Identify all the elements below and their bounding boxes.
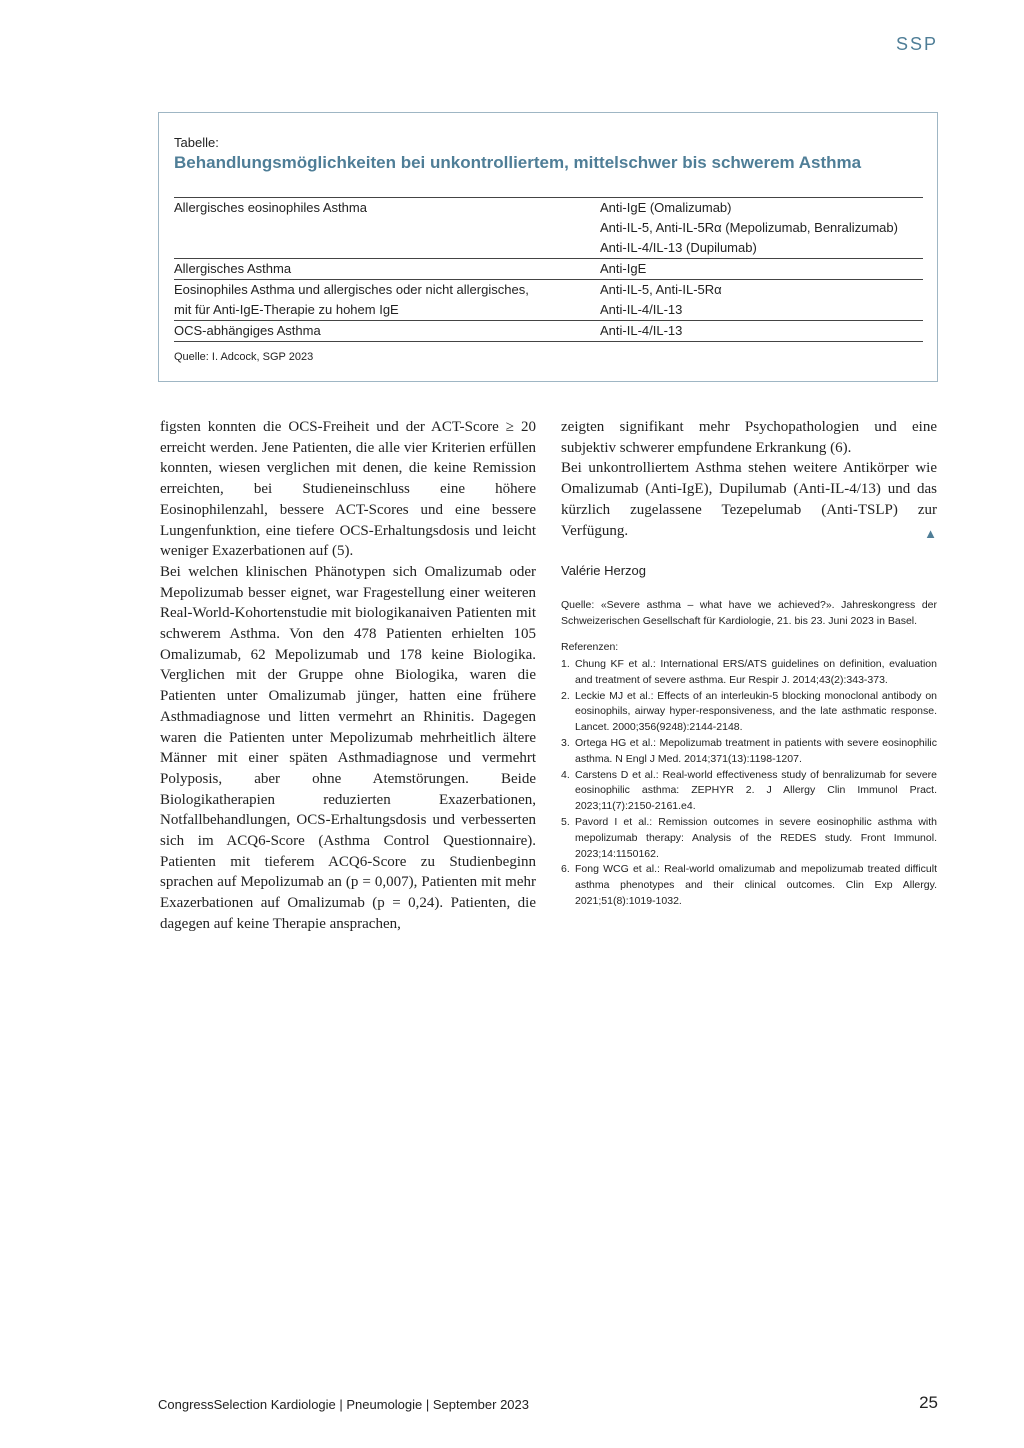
body-column-right: [561, 417, 937, 544]
references-list: [561, 657, 937, 910]
table-group: [174, 259, 923, 280]
body-column-left: [160, 417, 536, 935]
table-cell-phenotype: mit für Anti-IgE-Therapie zu hohem IgE: [174, 302, 399, 317]
table-label: Tabelle:: [174, 135, 219, 150]
reference-item: [561, 768, 937, 815]
table-cell-phenotype: Allergisches Asthma: [174, 261, 292, 276]
reference-number: 5.: [561, 815, 570, 828]
treatment-table: [174, 197, 923, 342]
reference-item: [561, 736, 937, 768]
treatment-table-box: [158, 112, 938, 382]
body-paragraph: [561, 458, 937, 541]
table-title: Behandlungsmöglichkeiten bei unkontrolliertem, mittelschwer bis schwerem Asthma: [174, 153, 862, 172]
table-cell-therapy: Anti-IL-4/IL-13 (Dupilumab): [600, 240, 757, 255]
reference-text: Pavord I et al.: Remission outcomes in severe eosinophilic asthma with mepolizumab therapy: Analysis of the REDES study. Front Immunol. 2023;14:1150162.: [575, 815, 937, 860]
table-source: Quelle: I. Adcock, SGP 2023: [174, 351, 314, 363]
reference-number: 1.: [561, 658, 570, 670]
table-cell-phenotype: Allergisches eosinophiles Asthma: [174, 200, 367, 215]
table-cell-therapy: Anti-IL-4/IL-13: [600, 302, 683, 317]
body-paragraph-text: Bei unkontrolliertem Asthma stehen weitere Antikörper wie Omalizumab (Anti-IgE), Dupilumab (Anti-IL-4/13) und das kürzlich zugelassene Tezepelumab (Anti-TSLP) zur Verfügung.: [561, 460, 937, 539]
table-row: [174, 259, 923, 279]
article-source: Quelle: «Severe asthma – what have we achieved?». Jahreskongress der Schweizerischen Gesellschaft für Kardiologie, 21. bis 23. Juni 2023 in Basel.: [561, 599, 937, 627]
reference-item: [561, 689, 937, 736]
author-name: Valérie Herzog: [561, 563, 647, 578]
table-group: [174, 280, 923, 321]
body-paragraph: zeigten signifikant mehr Psychopathologien und eine subjektiv schwerer empfundene Erkrankung (6).: [561, 419, 937, 456]
table-cell-therapy: Anti-IL-4/IL-13: [600, 323, 683, 338]
reference-text: Fong WCG et al.: Real-world omalizumab and mepolizumab treated difficult asthma phenotypes and their clinical outcomes. Clin Exp Allergy. 2021;51(8):1019-1032.: [575, 863, 937, 907]
table-row: [174, 198, 923, 218]
reference-number: 3.: [561, 736, 570, 749]
table-row: [174, 218, 923, 238]
table-row: [174, 280, 923, 300]
reference-text: Carstens D et al.: Real-world effectiveness study of benralizumab for severe eosinophilic asthma: ZEPHYR 2. J Allergy Clin Immunol Pract. 2023;11(7):2150-2161.e4.: [575, 768, 937, 813]
reference-number: 6.: [561, 863, 570, 876]
table-cell-therapy: Anti-IL-5, Anti-IL-5Rα: [600, 282, 722, 297]
section-tag: SSP: [895, 34, 938, 54]
page-number: 25: [919, 1393, 938, 1412]
reference-number: 4.: [561, 768, 570, 781]
body-paragraph: figsten konnten die OCS-Freiheit und der ACT-Score ≥ 20 erreicht werden. Jene Patienten, die alle vier Kriterien erfüllen konnten, wiesen verglichen mit denen, die keine Remission erreichten, bei Studieneinschluss eine höhere Eosinophilenzahl, bessere ACT-Scores und eine bessere Lungenfunktion, eine tiefere OCS-Erhaltungsdosis und leicht weniger Exazerbationen auf (5).: [160, 419, 536, 560]
footer-publication: CongressSelection Kardiologie | Pneumologie | September 2023: [158, 1397, 529, 1412]
reference-text: Chung KF et al.: International ERS/ATS guidelines on definition, evaluation and treatment of severe asthma. Eur Respir J. 2014;43(2):343-373.: [575, 658, 937, 686]
table-cell-phenotype: OCS-abhängiges Asthma: [174, 323, 321, 338]
table-cell-therapy: Anti-IgE: [600, 261, 647, 276]
table-cell-phenotype: Eosinophiles Asthma und allergisches oder nicht allergisches,: [174, 282, 529, 297]
table-row: [174, 321, 923, 341]
reference-number: 2.: [561, 689, 570, 702]
references-title: Referenzen:: [561, 641, 619, 653]
table-cell-phenotype: [174, 218, 600, 238]
table-cell-therapy: Anti-IL-5, Anti-IL-5Rα (Mepolizumab, Benralizumab): [600, 220, 898, 235]
end-triangle-icon: ▲: [924, 525, 937, 541]
table-cell-phenotype: [174, 238, 600, 258]
reference-item: [561, 657, 937, 689]
reference-text: Ortega HG et al.: Mepolizumab treatment in patients with severe eosinophilic asthma. N Engl J Med. 2014;371(13):1198-1207.: [575, 736, 937, 765]
table-row: [174, 300, 923, 320]
reference-text: Leckie MJ et al.: Effects of an interleukin-5 blocking monoclonal antibody on eosinophils, airway hyper-responsiveness, and the late asthmatic response. Lancet. 2000;356(9248):2144-2148.: [575, 689, 937, 734]
reference-item: [561, 862, 937, 909]
table-cell-therapy: Anti-IgE (Omalizumab): [600, 200, 732, 215]
table-group: [174, 321, 923, 342]
body-paragraph: Bei welchen klinischen Phänotypen sich Omalizumab oder Mepolizumab besser eignet, war Fragestellung einer weiteren Real-World-Kohortenstudie mit biologikanaiven Patienten mit schwerem Asthma. Von den 478 Patienten erhielten 105 Omalizumab, 62 Mepolizumab und 178 keine Biologika. Verglichen mit der Gruppe ohne Biologika, waren die Patienten unter Omalizumab jünger, hatten eine frühere Asthmadiagnose und litten vermehrt an Rhinitis. Dagegen waren die Patienten unter Mepolizumab mehrheitlich ältere Männer mit einer späten Asthmadiagnose und vermehrt Polyposis, aber ohne Atemstörungen. Beide Biologikatherapien reduzierten Exazerbationen, Notfallbehandlungen, OCS-Erhaltungsdosis und verbesserten sich im ACQ6-Score (Asthma Control Questionnaire). Patienten mit tieferem ACQ6-Score zu Studienbeginn sprachen auf Mepolizumab an (p = 0,007), Patienten mit mehr Exazerbationen auf Omalizumab (p = 0,24). Patienten, die dagegen auf keine Therapie ansprachen,: [160, 563, 536, 932]
table-row: [174, 238, 923, 258]
reference-item: [561, 815, 937, 862]
table-group: [174, 198, 923, 259]
